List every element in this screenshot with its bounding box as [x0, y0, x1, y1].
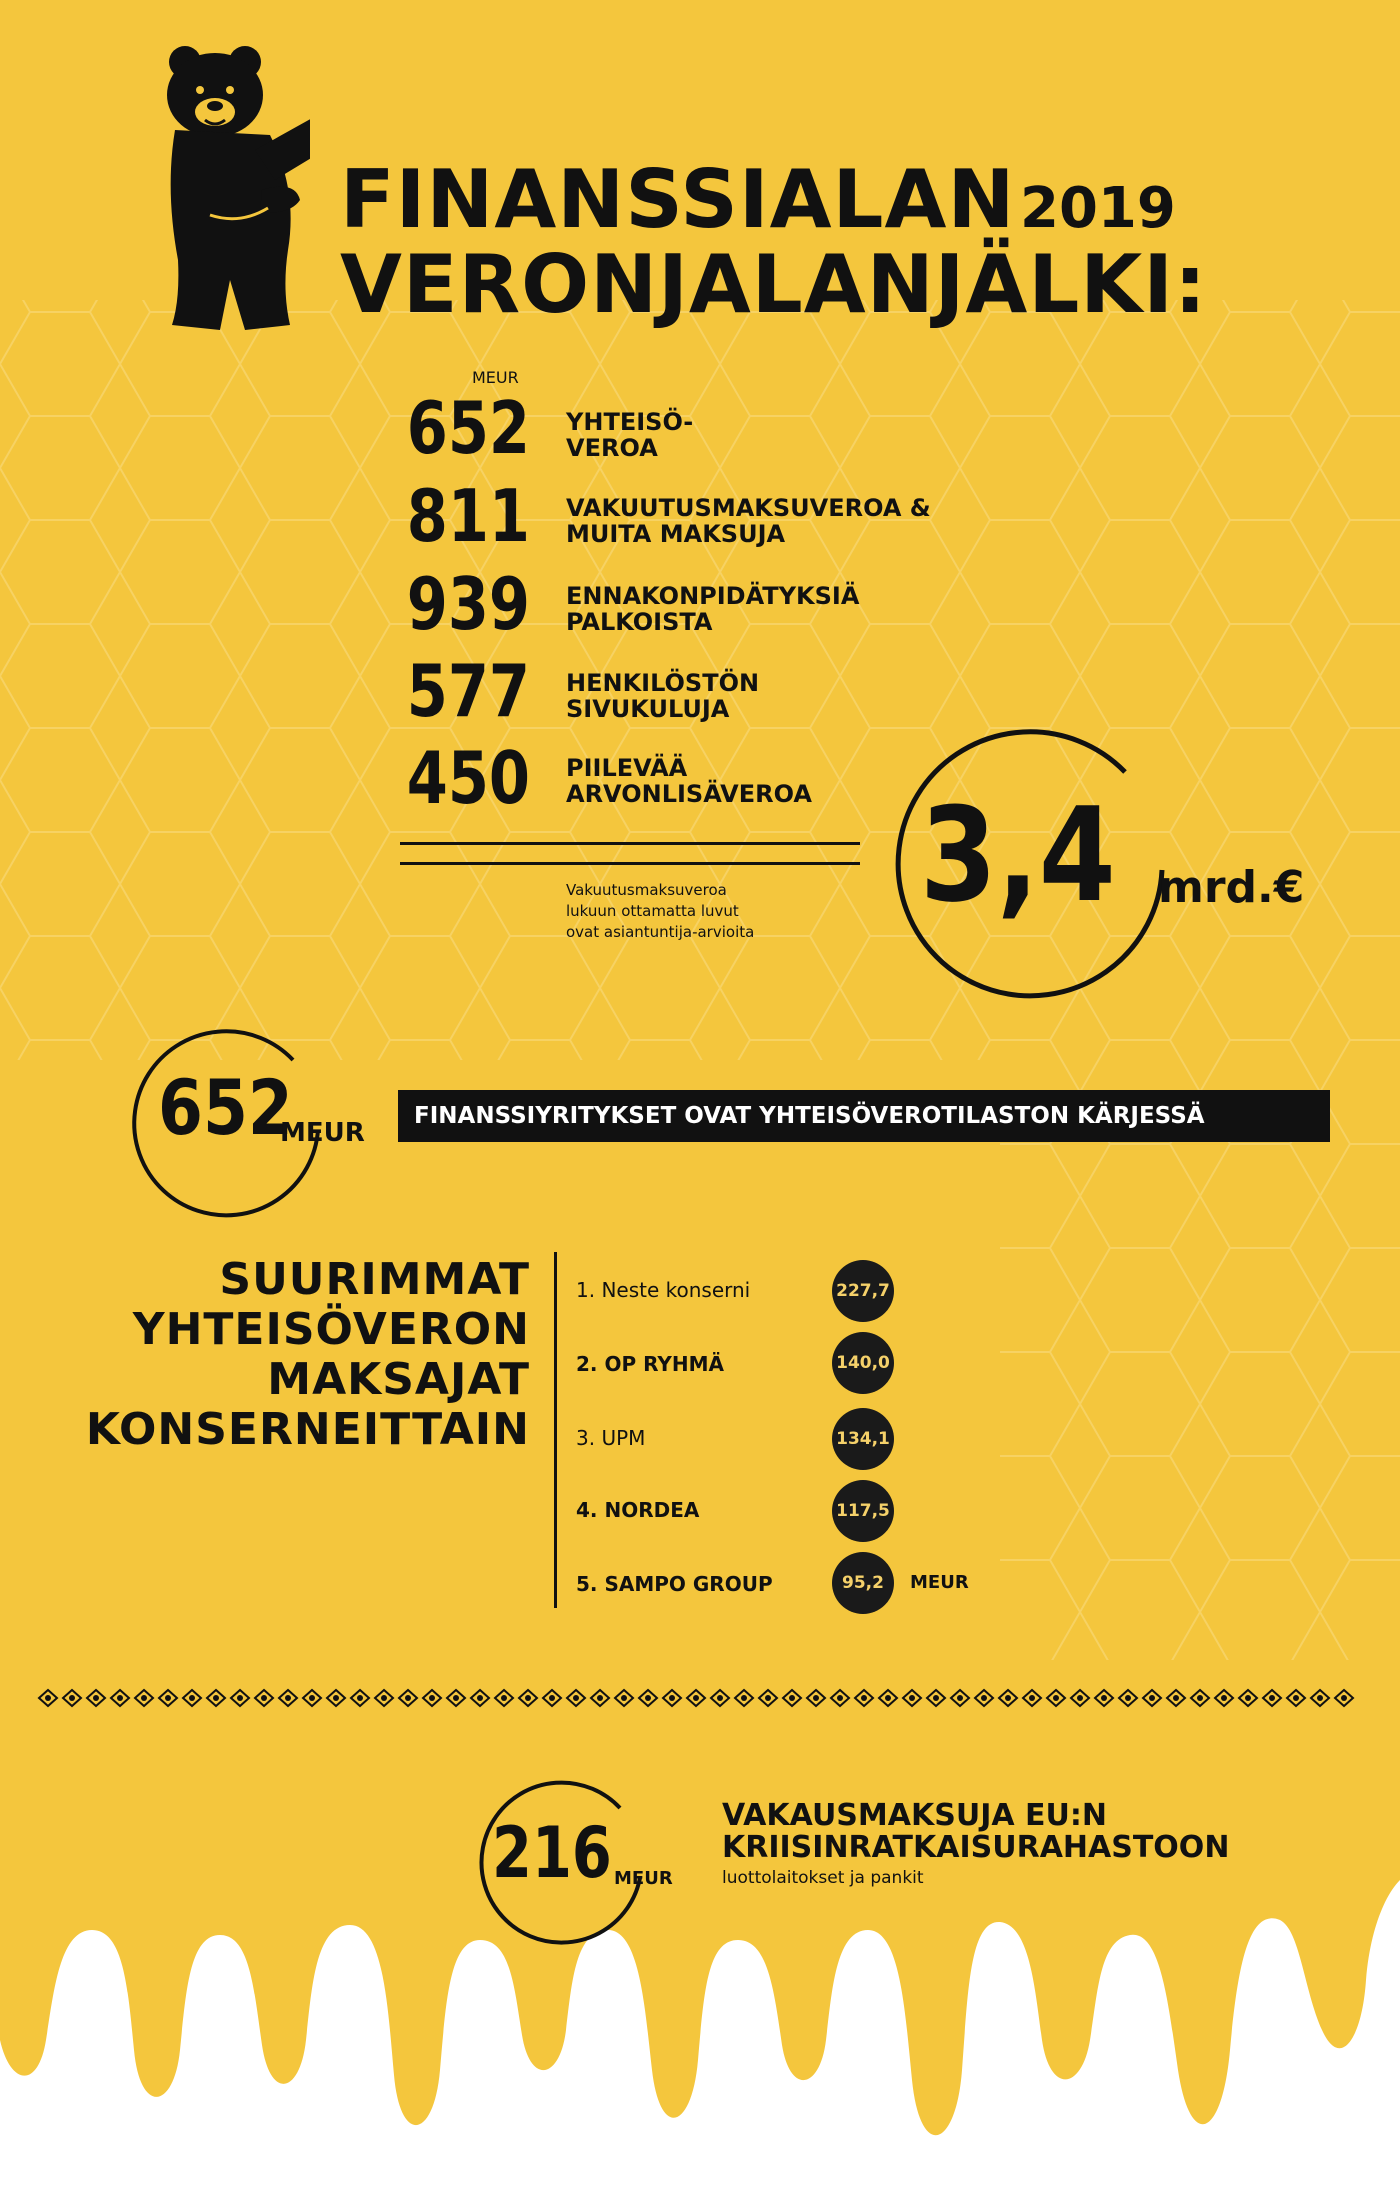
payers-heading: SUURIMMAT — [219, 1254, 530, 1305]
bee-body-icon — [765, 1695, 771, 1701]
payers-heading: YHTEISÖVERON — [132, 1304, 530, 1355]
bee-body-icon — [717, 1695, 723, 1701]
breakdown-label: HENKILÖSTÖN — [566, 669, 760, 697]
bee-body-icon — [669, 1695, 675, 1701]
bee-body-icon — [405, 1695, 411, 1701]
payer-rank: 1. Neste konserni — [576, 1278, 751, 1302]
bee-body-icon — [1173, 1695, 1179, 1701]
bee-body-icon — [165, 1695, 171, 1701]
bee-body-icon — [261, 1695, 267, 1701]
breakdown-label: PALKOISTA — [566, 608, 713, 636]
bee-body-icon — [1269, 1695, 1275, 1701]
payers-heading: MAKSAJAT — [267, 1354, 530, 1405]
breakdown-value: 577 — [406, 649, 530, 733]
bee-body-icon — [621, 1695, 627, 1701]
bee-body-icon — [1221, 1695, 1227, 1701]
bee-body-icon — [93, 1695, 99, 1701]
stability-subtitle: luottolaitokset ja pankit — [722, 1868, 924, 1888]
corporate-tax-value: 652 — [158, 1063, 293, 1152]
bee-body-icon — [381, 1695, 387, 1701]
breakdown-label: YHTEISÖ- — [566, 408, 694, 436]
payers-divider — [554, 1252, 557, 1608]
bee-body-icon — [45, 1695, 51, 1701]
corporate-tax-banner: FINANSSIYRITYKSET OVAT YHTEISÖVEROTILASTON KÄRJESSÄ — [398, 1090, 1330, 1142]
bee-body-icon — [861, 1695, 867, 1701]
bee-body-icon — [933, 1695, 939, 1701]
payer-value: 95,2 — [832, 1552, 894, 1614]
bee-body-icon — [1029, 1695, 1035, 1701]
divider-line — [400, 862, 860, 865]
total-value: 3,4 — [920, 779, 1116, 931]
bear-mascot-icon — [150, 40, 310, 340]
bee-body-icon — [1149, 1695, 1155, 1701]
bee-body-icon — [285, 1695, 291, 1701]
breakdown-label: PIILEVÄÄ — [566, 754, 688, 782]
bee-body-icon — [1101, 1695, 1107, 1701]
page-title-line2: VERONJALANJÄLKI: — [340, 238, 1208, 331]
bee-body-icon — [333, 1695, 339, 1701]
stability-unit: MEUR — [614, 1868, 673, 1889]
corporate-tax-unit: MEUR — [280, 1118, 365, 1148]
bee-body-icon — [1317, 1695, 1323, 1701]
breakdown-value: 450 — [406, 736, 530, 820]
payer-value: 134,1 — [832, 1408, 894, 1470]
bee-body-icon — [981, 1695, 987, 1701]
bee-body-icon — [501, 1695, 507, 1701]
bee-body-icon — [1197, 1695, 1203, 1701]
bee-body-icon — [1293, 1695, 1299, 1701]
bee-body-icon — [357, 1695, 363, 1701]
footnote: ovat asiantuntija-arvioita — [566, 923, 755, 941]
bee-body-icon — [525, 1695, 531, 1701]
bee-body-icon — [189, 1695, 195, 1701]
bee-body-icon — [1245, 1695, 1251, 1701]
bee-body-icon — [213, 1695, 219, 1701]
breakdown-value: 811 — [406, 474, 530, 558]
payer-value: 227,7 — [832, 1260, 894, 1322]
page-title-line1: FINANSSIALAN — [340, 153, 1016, 246]
bee-body-icon — [117, 1695, 123, 1701]
payer-rank: 5. SAMPO GROUP — [576, 1572, 773, 1596]
breakdown-label: ARVONLISÄVEROA — [566, 780, 812, 808]
bee-body-icon — [741, 1695, 747, 1701]
bee-body-icon — [885, 1695, 891, 1701]
breakdown-unit: MEUR — [472, 368, 519, 387]
payers-heading: KONSERNEITTAIN — [85, 1404, 530, 1455]
bee-body-icon — [957, 1695, 963, 1701]
breakdown-label: ENNAKONPIDÄTYKSIÄ — [566, 582, 860, 610]
bee-body-icon — [477, 1695, 483, 1701]
bee-body-icon — [141, 1695, 147, 1701]
bee-body-icon — [237, 1695, 243, 1701]
bee-body-icon — [429, 1695, 435, 1701]
bee-body-icon — [837, 1695, 843, 1701]
bee-body-icon — [1341, 1695, 1347, 1701]
footnote: Vakuutusmaksuveroa — [566, 881, 727, 899]
breakdown-label: MUITA MAKSUJA — [566, 520, 786, 548]
breakdown-label: VAKUUTUSMAKSUVEROA & — [566, 494, 931, 522]
bee-body-icon — [693, 1695, 699, 1701]
bee-body-icon — [1125, 1695, 1131, 1701]
payers-unit: MEUR — [910, 1572, 969, 1593]
breakdown-label: SIVUKULUJA — [566, 695, 730, 723]
breakdown-value: 939 — [406, 562, 530, 646]
total-unit: mrd.€ — [1158, 862, 1305, 913]
breakdown-value: 652 — [406, 386, 530, 470]
stability-title: VAKAUSMAKSUJA EU:N — [722, 1798, 1107, 1833]
year-label: 2019 — [1020, 176, 1176, 241]
payer-rank: 2. OP RYHMÄ — [576, 1352, 725, 1376]
stability-title: KRIISINRATKAISURAHASTOON — [722, 1830, 1230, 1865]
payer-rank: 4. NORDEA — [576, 1498, 700, 1522]
breakdown-label: VEROA — [566, 434, 658, 462]
bee-body-icon — [549, 1695, 555, 1701]
bee-body-icon — [597, 1695, 603, 1701]
bee-body-icon — [573, 1695, 579, 1701]
payer-value: 117,5 — [832, 1480, 894, 1542]
payer-rank: 3. UPM — [576, 1426, 646, 1450]
stability-value: 216 — [492, 1812, 612, 1894]
bee-body-icon — [1077, 1695, 1083, 1701]
bee-body-icon — [1053, 1695, 1059, 1701]
bee-body-icon — [453, 1695, 459, 1701]
bee-body-icon — [813, 1695, 819, 1701]
footnote: lukuun ottamatta luvut — [566, 902, 739, 920]
bee-body-icon — [909, 1695, 915, 1701]
bee-body-icon — [309, 1695, 315, 1701]
divider-line — [400, 842, 860, 845]
payer-value: 140,0 — [832, 1332, 894, 1394]
bee-body-icon — [1005, 1695, 1011, 1701]
bee-body-icon — [69, 1695, 75, 1701]
bee-body-icon — [789, 1695, 795, 1701]
bee-body-icon — [645, 1695, 651, 1701]
